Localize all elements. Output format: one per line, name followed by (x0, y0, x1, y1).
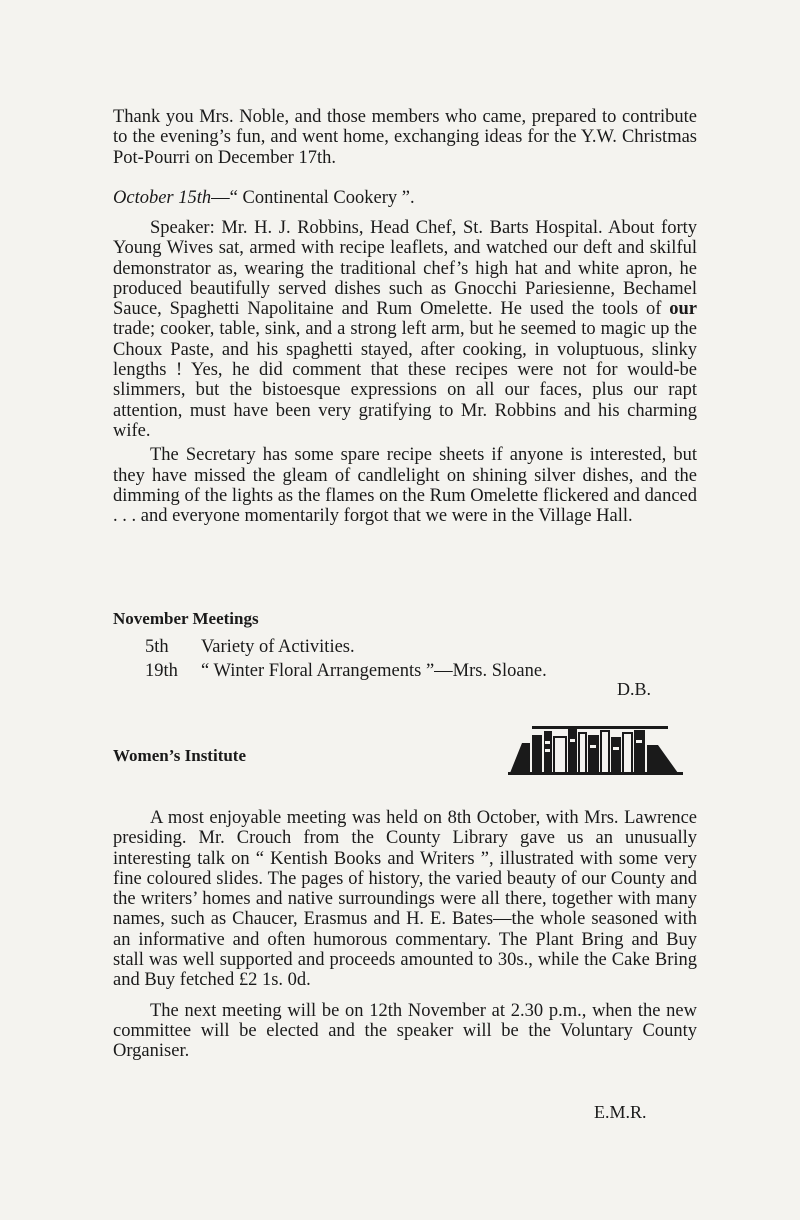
meeting-text: Variety of Activities. (201, 637, 355, 658)
meeting-date: 5th (145, 637, 169, 658)
october-heading (113, 188, 697, 208)
november-meetings (113, 609, 697, 683)
cookery-text-a: Speaker: Mr. H. J. Robbins, Head Chef, St. Barts Hospital. About forty Young Wives sat, armed with recipe leaflets, and watched our deft and skilful demonstrator as, wearing the traditional chef’s high hat and white apron, he produced beautifully served dishes such as Gnocchi Pariesienne, Bechamel Sauce, Spaghetti Napolitaine and Rum Omelette. He used the tools of (113, 218, 697, 320)
november-list (113, 635, 697, 683)
cookery-paragraph (113, 218, 697, 441)
intro-paragraph: Thank you Mrs. Noble, and those members who came, prepared to contribute to the evening’s fun, and went home, exchanging ideas for the Y.W. Christmas Pot-Pourri on December 17th. (113, 107, 697, 168)
meeting-text: “ Winter Floral Arrangements ”—Mrs. Sloane. (201, 661, 547, 682)
books-illustration-icon (508, 725, 683, 775)
meeting-item (113, 635, 697, 659)
signature-emr: E.M.R. (594, 1102, 647, 1122)
cookery-text-b: trade; cooker, table, sink, and a strong left arm, but he seemed to magic up the Choux Paste, and his spaghetti stayed, after cooking, in voluptuous, slinky lengths ! Yes, he did comment that these recipes were not for would-be slimmers, but the bistoesque expressions on all our faces, plus our rapt attention, must have been very gratifying to Mr. Robbins and his charming wife. (113, 319, 697, 441)
october-date: October 15th (113, 188, 212, 208)
cookery-report (113, 218, 697, 526)
meeting-date: 19th (145, 661, 178, 682)
wi-heading: Women’s Institute (113, 746, 247, 765)
secretary-paragraph: The Secretary has some spare recipe sheets if anyone is interested, but they have missed the gleam of candlelight on shining silver dishes, and the dimming of the lights as the flames on the Rum Omelette flickered and danced . . . and everyone momentarily forgot that we were in the Village Hall. (113, 445, 697, 527)
cookery-bold-word: our (669, 299, 698, 320)
october-title: —“ Continental Cookery ”. (211, 188, 415, 208)
signature-db: D.B. (617, 679, 652, 699)
wi-paragraph-1: A most enjoyable meeting was held on 8th October, with Mrs. Lawrence presiding. Mr. Crouch from the County Library gave us an unusually interesting talk on “ Kentish Books and Writers ”, illustrated with some very fine coloured slides. The pages of history, the varied beauty of our County and the writers’ homes and native surroundings were all there, together with many names, such as Chaucer, Erasmus and H. E. Bates—the whole seasoned with an informative and often humorous commentary. The Plant Bring and Buy stall was well supported and proceeds amounted to 30s., while the Cake Bring and Buy fetched £2 1s. 0d. (113, 808, 697, 991)
meeting-item (113, 659, 697, 683)
november-heading: November Meetings (113, 609, 259, 628)
wi-paragraph-2: The next meeting will be on 12th November at 2.30 p.m., when the new committee will be elected and the speaker will be the Voluntary County Organiser. (113, 1000, 697, 1062)
wi-report (113, 808, 697, 1062)
intro-paragraph-block (113, 107, 697, 168)
